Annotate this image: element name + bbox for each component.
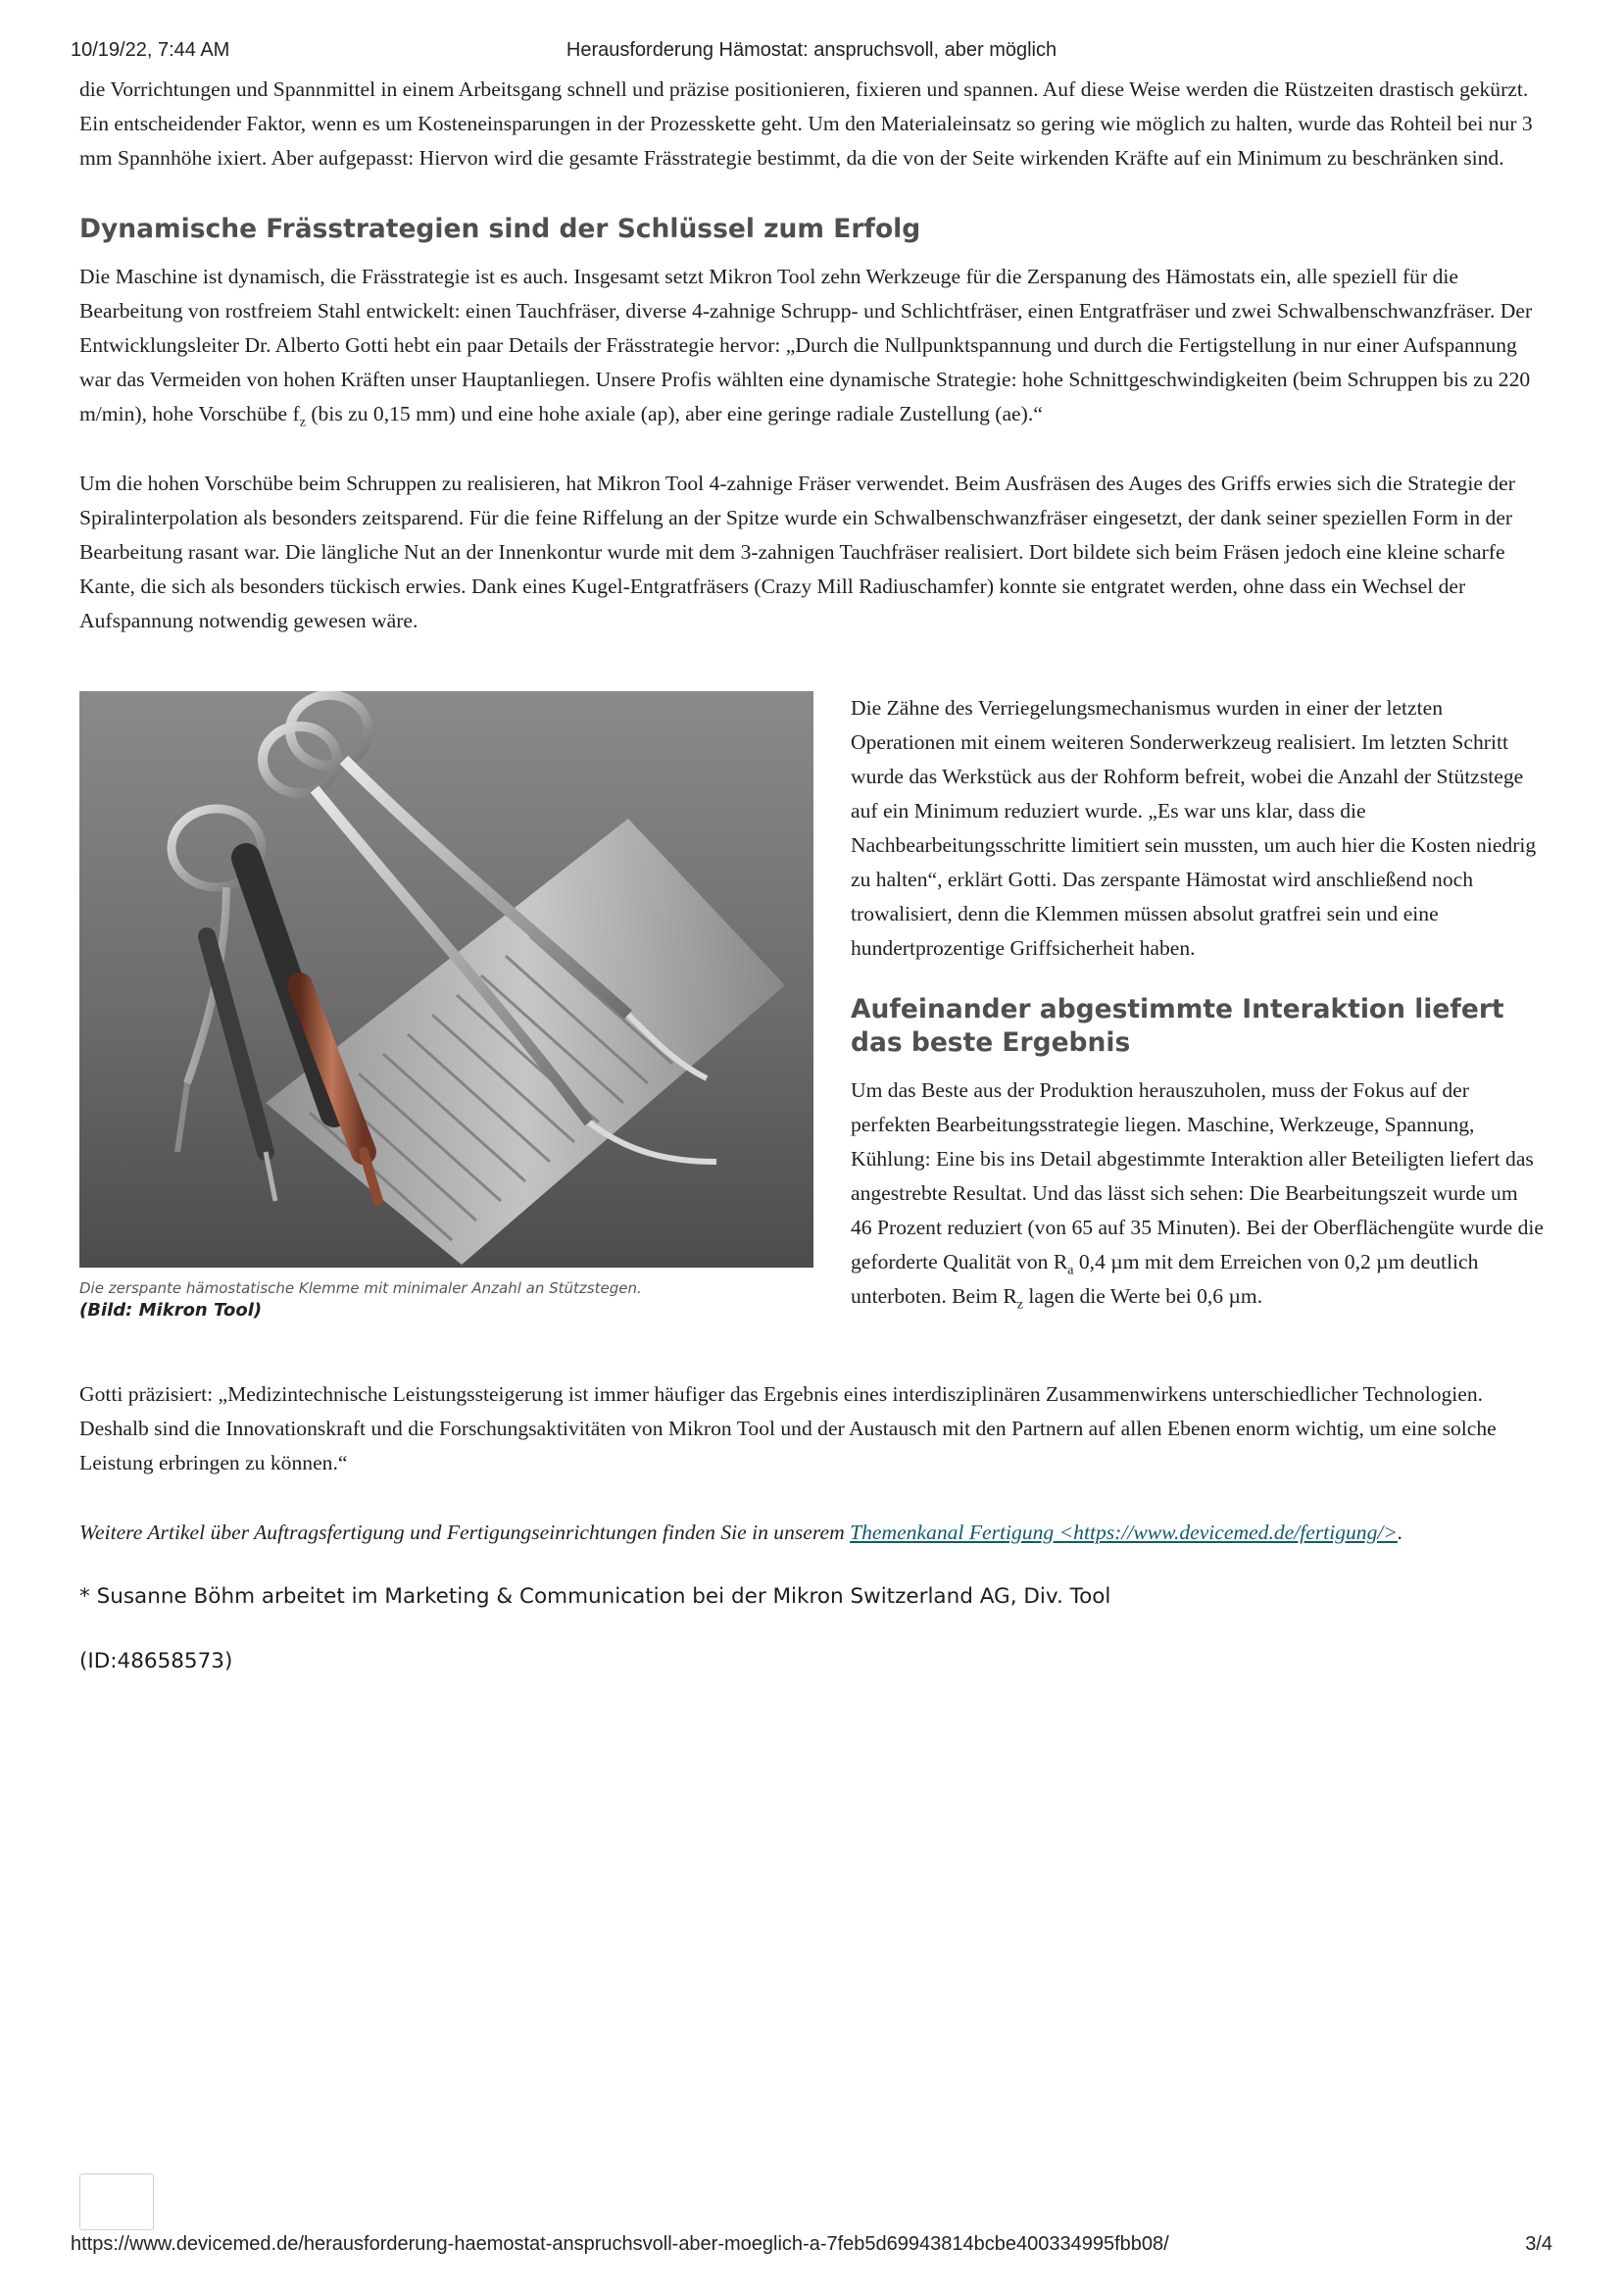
- dynamic-paragraph-2: Um die hohen Vorschübe beim Schruppen zu realisieren, hat Mikron Tool 4-zahnige Fräser verwendet. Beim Ausfräsen des Auges des Griffs erwies sich die Strategie der Spiralinterpolation als besonders zeitsparend. Für die feine Riffelung an der Spitze wurde ein Schwalbenschwanzfräser eingesetzt, der dank seiner speziellen Form in der Bearbeitung rasant war. Die längliche Nut an der Innenkontur wurde mit dem 3-zahnigen Tauchfräser realisiert. Dort bildete sich beim Fräsen jedoch eine kleine scharfe Kante, die sich als besonders tückisch erwies. Dank eines Kugel-Entgratfräsers (Crazy Mill Radiuschamfer) konnte sie entgratet werden, ohne dass ein Wechsel der Aufspannung notwendig gewesen wäre.: [79, 472, 1515, 632]
- print-footer: [71, 2233, 1552, 2261]
- author-note: * Susanne Böhm arbeitet im Marketing & Communication bei der Mikron Switzerland AG, Div. Tool: [79, 1584, 1111, 1609]
- gotti-quote-paragraph: Gotti präzisiert: „Medizintechnische Leistungssteigerung ist immer häufiger das Ergebnis eines interdisziplinären Zusammenwirkens unterschiedlicher Technologien. Deshalb sind die Innovationskraft und die Forschungsaktivitäten von Mikron Tool und der Austausch mit den Partnern auf allen Ebenen enorm wichtig, um eine solche Leistung erbringen zu können.“: [79, 1382, 1497, 1474]
- subscript-z2: z: [1016, 1297, 1023, 1313]
- interaction-text-c: lagen die Werte bei 0,6 µm.: [1022, 1284, 1263, 1308]
- photo-caption: Die zerspante hämostatische Klemme mit minimaler Anzahl an Stützstegen.: [79, 1279, 642, 1297]
- interaction-paragraph: [851, 1073, 1544, 1314]
- interaction-text-b: 0,4 µm mit dem Erreichen von 0,2 µm deutlich unterboten. Beim R: [851, 1250, 1479, 1308]
- subscript-a: a: [1067, 1263, 1074, 1278]
- hemostat-photo: [79, 691, 813, 1268]
- right-column: [851, 691, 1544, 1314]
- dynamic-paragraph-1: [79, 260, 1544, 431]
- dynamic-p1-text: Die Maschine ist dynamisch, die Frässtrategie ist es auch. Insgesamt setzt Mikron Tool zehn Werkzeuge für die Zerspanung des Hämostats ein, alle speziell für die Bearbeitung von rostfreiem Stahl entwickelt: einen Tauchfräser, diverse 4-zahnige Schrupp- und Schlichtfräser, einen Entgratfräser und zwei Schwalbenschwanzfräser. Der Entwicklungsleiter Dr. Alberto Gotti hebt ein paar Details der Frässtrategie hervor: „Durch die Nullpunktspannung und durch die Fertigstellung in nur einer Aufspannung war das Vermeiden von hohen Kräften unser Hauptanliegen. Unsere Profis wählten eine dynamische Strategie: hohe Schnittgeschwindigkeiten (beim Schruppen bis zu 220 m/min), hohe Vorschübe f: [79, 265, 1533, 425]
- figure: [79, 691, 813, 1323]
- photo-credit: (Bild: Mikron Tool): [79, 1300, 263, 1321]
- print-datetime: 10/19/22, 7:44 AM: [71, 39, 230, 61]
- themenkanal-fertigung-link[interactable]: Themenkanal Fertigung <https://www.devicemed.de/fertigung/>: [850, 1521, 1398, 1544]
- interaction-text-a: Um das Beste aus der Produktion herauszuholen, muss der Fokus auf der perfekten Bearbeitungsstrategie liegen. Maschine, Werkzeuge, Spannung, Kühlung: Eine bis ins Detail abgestimmte Interaktion aller Beteiligten liefert das angestrebte Resultat. Und das lässt sich sehen: Die Bearbeitungszeit wurde um 46 Prozent reduziert (von 65 auf 35 Minuten). Bei der Oberflächengüte wurde die geforderte Qualität von R: [851, 1078, 1544, 1273]
- more-articles-paragraph: [79, 1516, 1544, 1550]
- heading-dynamic-strategies: Dynamische Frässtrategien sind der Schlüssel zum Erfolg: [79, 214, 921, 244]
- article-body: [79, 73, 1544, 1677]
- empty-box: [79, 2173, 154, 2230]
- locking-mechanism-paragraph: Die Zähne des Verriegelungsmechanismus wurden in einer der letzten Operationen mit einem weiteren Sonderwerkzeug realisiert. Im letzten Schritt wurde das Werkstück aus der Rohform befreit, wobei die Anzahl der Stützstege auf ein Minimum reduziert wurde. „Es war uns klar, dass die Nachbearbeitungsschritte limitiert sein mussten, um auch hier die Kosten niedrig zu halten“, erklärt Gotti. Das zerspante Hämostat wird anschließend noch trowalisiert, denn die Klemmen müssen absolut gratfrei sein und eine hundertprozentige Griffsicherheit haben.: [851, 696, 1537, 960]
- subscript-z: z: [299, 415, 306, 430]
- print-header: [71, 39, 1552, 67]
- image-text-section: [79, 691, 1544, 1377]
- page-number: 3/4: [1525, 2233, 1552, 2255]
- heading-interaction: Aufeinander abgestimmte Interaktion liefert das beste Ergebnis: [851, 994, 1504, 1058]
- dynamic-p1-text-end: (bis zu 0,15 mm) und eine hohe axiale (ap), aber eine geringe radiale Zustellung (ae).“: [305, 402, 1043, 425]
- article-id: (ID:48658573): [79, 1649, 233, 1673]
- more-articles-suffix: .: [1397, 1521, 1403, 1544]
- page-url: https://www.devicemed.de/herausforderung-haemostat-anspruchsvoll-aber-moeglich-a-7feb5d69943814bcbe400334995fbb08/: [71, 2233, 1169, 2255]
- print-title: Herausforderung Hämostat: anspruchsvoll, aber möglich: [566, 39, 1057, 61]
- more-articles-prefix: Weitere Artikel über Auftragsfertigung und Fertigungseinrichtungen finden Sie in unserem: [79, 1521, 851, 1544]
- intro-paragraph: die Vorrichtungen und Spannmittel in einem Arbeitsgang schnell und präzise positionieren, fixieren und spannen. Auf diese Weise werden die Rüstzeiten drastisch gekürzt. Ein entscheidender Faktor, wenn es um Kosteneinsparungen in der Prozesskette geht. Um den Materialeinsatz so gering wie möglich zu halten, wurde das Rohteil bei nur 3 mm Spannhöhe ixiert. Aber aufgepasst: Hiervon wird die gesamte Frässtrategie bestimmt, da die von der Seite wirkenden Kräfte auf ein Minimum zu beschränken sind.: [79, 77, 1533, 170]
